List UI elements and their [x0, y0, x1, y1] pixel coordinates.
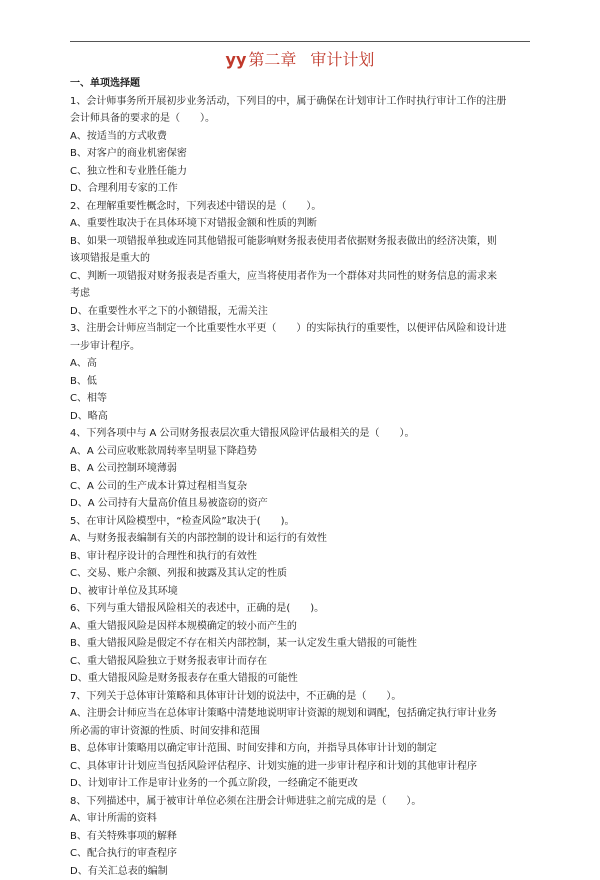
answer-option: C、相等 — [70, 390, 532, 408]
question-text: 3、注册会计师应当制定一个比重要性水平更（ ）的实际执行的重要性，以便评估风险和设计进 — [70, 320, 532, 338]
question-item — [70, 793, 532, 880]
question-text: 8、下列描述中，属于被审计单位必须在注册会计师进驻之前完成的是（ ）。 — [70, 793, 532, 811]
answer-option: B、总体审计策略用以确定审计范围、时间安排和方向，并指导具体审计计划的制定 — [70, 740, 532, 758]
question-item — [70, 688, 532, 793]
question-text: 2、在理解重要性概念时，下列表述中错误的是（ ）。 — [70, 198, 532, 216]
answer-option: A、重大错报风险是因样本规模确定的较小而产生的 — [70, 618, 532, 636]
question-text: 一步审计程序。 — [70, 338, 532, 356]
answer-option: A、与财务报表编制有关的内部控制的设计和运行的有效性 — [70, 530, 532, 548]
answer-option: D、被审计单位及其环境 — [70, 583, 532, 601]
answer-option: B、A 公司控制环境薄弱 — [70, 460, 532, 478]
questions-container — [70, 93, 532, 880]
answer-option: A、审计所需的资料 — [70, 810, 532, 828]
question-text: 1、会计师事务所开展初步业务活动，下列目的中，属于确保在计划审计工作时执行审计工作的注册 — [70, 93, 532, 111]
title-name: 审计计划 — [310, 50, 374, 69]
question-list — [70, 75, 532, 880]
question-text: 7、下列关于总体审计策略和具体审计计划的说法中，不正确的是（ ）。 — [70, 688, 532, 706]
answer-option: 所必需的审计资源的性质、时间安排和范围 — [70, 723, 532, 741]
answer-option: 考虑 — [70, 285, 532, 303]
answer-option: B、审计程序设计的合理性和执行的有效性 — [70, 548, 532, 566]
answer-option: A、A 公司应收账款周转率呈明显下降趋势 — [70, 443, 532, 461]
answer-option: C、判断一项错报对财务报表是否重大，应当将使用者作为一个群体对共同性的财务信息的需求来 — [70, 268, 532, 286]
answer-option: B、重大错报风险是假定不存在相关内部控制，某一认定发生重大错报的可能性 — [70, 635, 532, 653]
page-title — [0, 50, 600, 70]
answer-option: C、A 公司的生产成本计算过程相当复杂 — [70, 478, 532, 496]
answer-option: D、有关汇总表的编制 — [70, 863, 532, 880]
title-chapter: 第二章 — [248, 50, 296, 69]
question-item — [70, 600, 532, 688]
answer-option: C、独立性和专业胜任能力 — [70, 163, 532, 181]
question-text: 会计师具备的要求的是（ ）。 — [70, 110, 532, 128]
question-text: 4、下列各项中与 A 公司财务报表层次重大错报风险评估最相关的是（ ）。 — [70, 425, 532, 443]
answer-option: C、重大错报风险独立于财务报表审计而存在 — [70, 653, 532, 671]
answer-option: B、对客户的商业机密保密 — [70, 145, 532, 163]
section-heading: 一、单项选择题 — [70, 75, 532, 93]
answer-option: D、A 公司持有大量高价值且易被盗窃的资产 — [70, 495, 532, 513]
answer-option: B、有关特殊事项的解释 — [70, 828, 532, 846]
answer-option: B、如果一项错报单独或连同其他错报可能影响财务报表使用者依据财务报表做出的经济决策，则 — [70, 233, 532, 251]
question-item — [70, 513, 532, 601]
answer-option: A、按适当的方式收费 — [70, 128, 532, 146]
answer-option: B、低 — [70, 373, 532, 391]
title-prefix: yy — [226, 50, 247, 69]
answer-option: C、具体审计计划应当包括风险评估程序、计划实施的进一步审计程序和计划的其他审计程序 — [70, 758, 532, 776]
question-text: 5、在审计风险模型中，“检查风险”取决于( )。 — [70, 513, 532, 531]
answer-option: 该项错报是重大的 — [70, 250, 532, 268]
question-item — [70, 198, 532, 321]
answer-option: D、在重要性水平之下的小额错报，无需关注 — [70, 303, 532, 321]
answer-option: A、重要性取决于在具体环境下对错报金额和性质的判断 — [70, 215, 532, 233]
answer-option: D、计划审计工作是审计业务的一个孤立阶段，一经确定不能更改 — [70, 775, 532, 793]
question-text: 6、下列与重大错报风险相关的表述中，正确的是( )。 — [70, 600, 532, 618]
header-rule — [70, 41, 530, 42]
answer-option: A、注册会计师应当在总体审计策略中清楚地说明审计资源的规划和调配，包括确定执行审计业务 — [70, 705, 532, 723]
question-item — [70, 93, 532, 198]
answer-option: A、高 — [70, 355, 532, 373]
question-item — [70, 425, 532, 513]
answer-option: D、重大错报风险是财务报表存在重大错报的可能性 — [70, 670, 532, 688]
answer-option: D、合理利用专家的工作 — [70, 180, 532, 198]
question-item — [70, 320, 532, 425]
answer-option: C、配合执行的审查程序 — [70, 845, 532, 863]
answer-option: D、略高 — [70, 408, 532, 426]
answer-option: C、交易、账户余额、列报和披露及其认定的性质 — [70, 565, 532, 583]
